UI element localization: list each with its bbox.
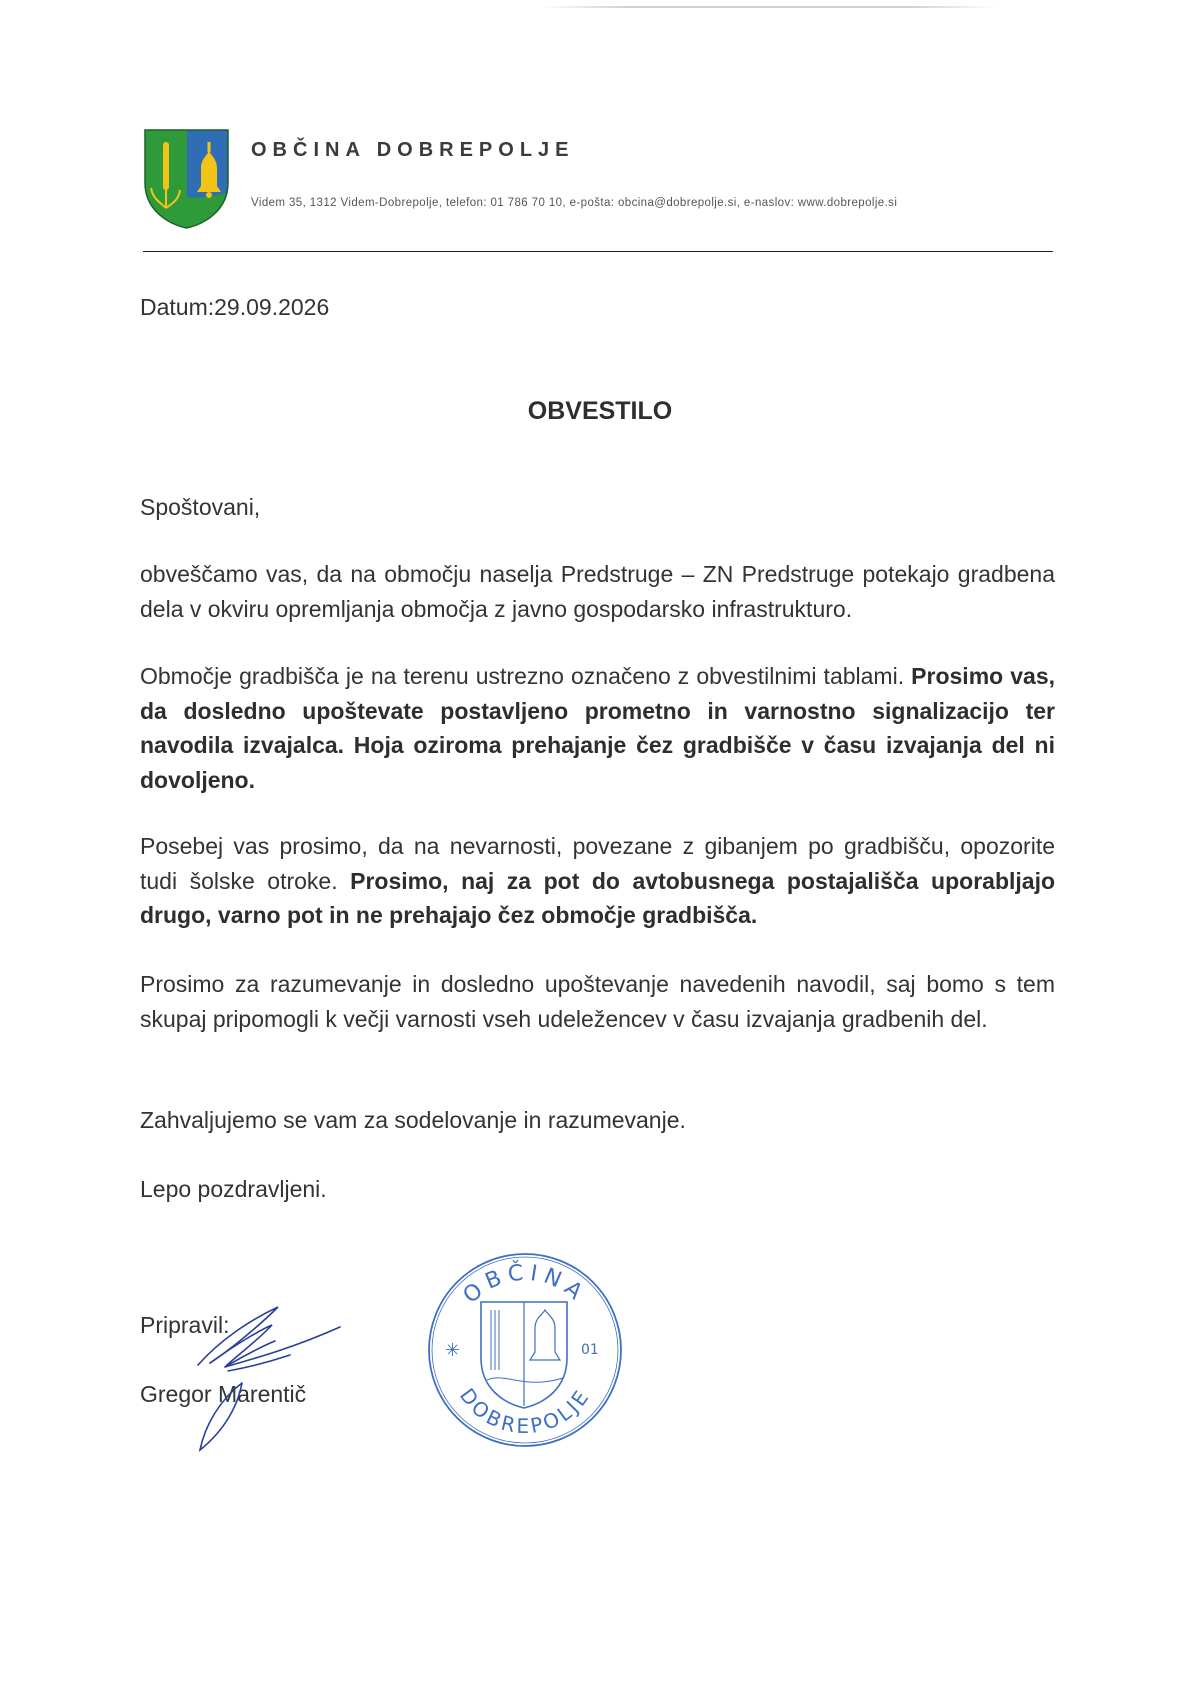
svg-text:DOBREPOLJE — [455, 1384, 595, 1438]
paragraph-1: obveščamo vas, da na območju naselja Predstruge – ZN Predstruge potekajo gradbena dela v okviru opremljanja območja z javno gospodarsko infrastrukturo. — [140, 561, 1055, 622]
official-stamp-icon — [415, 1240, 635, 1460]
document-title: OBVESTILO — [527, 397, 673, 425]
prepared-by-name: Gregor Marentič — [140, 1381, 307, 1407]
stamp-bottom-text: DOBREPOLJE — [455, 1383, 595, 1439]
stamp-top-text: OBČINA — [458, 1260, 592, 1309]
document-date: Datum:29.09.2026 — [140, 294, 330, 320]
organization-name: OBČINA DOBREPOLJE — [251, 139, 575, 161]
stamp-star-icon: ✳ — [445, 1340, 461, 1361]
closing-greeting: Lepo pozdravljeni. — [140, 1176, 327, 1202]
paragraph-3-bold-text: Prosimo, naj za pot do avtobusnega postajališča uporabljajo drugo, varno pot in ne prehajajo čez območje gradbišča. — [140, 867, 1056, 928]
stamp-number: 01 — [581, 1342, 599, 1358]
signature-icon — [180, 1295, 380, 1465]
prepared-by-label: Pripravil: — [140, 1312, 230, 1338]
greeting: Spoštovani, — [140, 494, 261, 520]
organization-address: Videm 35, 1312 Videm-Dobrepolje, telefon: 01 786 70 10, e-pošta: obcina@dobrepolje.si, e-naslov: www.dobrepolje.si — [251, 197, 898, 209]
scan-edge-line — [540, 6, 1000, 8]
paragraph-5: Zahvaljujemo se vam za sodelovanje in razumevanje. — [140, 1107, 686, 1133]
coat-of-arms-icon — [143, 128, 230, 230]
paragraph-2-text: Območje gradbišča je na terenu ustrezno označeno z obvestilnimi tablami. — [140, 663, 905, 689]
paragraph-2 — [140, 659, 1055, 797]
paragraph-3 — [140, 829, 1055, 933]
paragraph-3-text: Posebej vas prosimo, da na nevarnosti, povezane z gibanjem po gradbišču, opozorite tudi šolske otroke. — [140, 833, 1055, 894]
paragraph-2-bold-text: Prosimo vas, da dosledno upoštevate postavljeno prometno in varnostno signalizacijo ter navodila izvajalca. Hoja oziroma prehajanje čez gradbišče v času izvajanja del ni dovoljeno. — [140, 663, 1056, 793]
paragraph-4: Prosimo za razumevanje in dosledno upoštevanje navedenih navodil, saj bomo s tem skupaj pripomogli k večji varnosti vseh udeležencev v času izvajanja gradbenih del. — [140, 971, 1055, 1032]
header-divider — [143, 251, 1053, 252]
